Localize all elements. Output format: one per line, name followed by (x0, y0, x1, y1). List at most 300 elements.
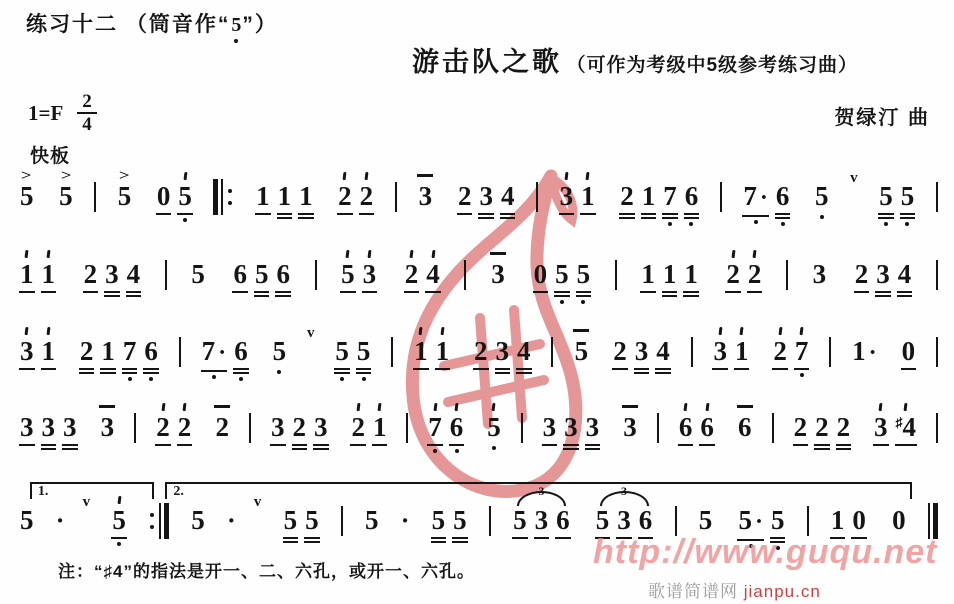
note (827, 490, 849, 539)
note-digit: 5 (487, 412, 501, 442)
underline-beam (356, 368, 372, 370)
underline-beam (897, 291, 913, 293)
note-group (539, 397, 604, 450)
note-digit: 1 (662, 259, 677, 289)
note-marks (214, 397, 230, 413)
underline-beam (427, 444, 443, 446)
note-marks (897, 244, 913, 260)
breath-mark: v (850, 170, 858, 186)
note-digit: 4 (656, 336, 670, 366)
high-octave-dot (731, 250, 735, 258)
note-marks (576, 244, 592, 260)
underline-beam (350, 444, 366, 446)
note (230, 321, 252, 381)
note-group (280, 490, 323, 543)
barline (807, 506, 809, 536)
note (894, 244, 916, 297)
key-label: 1=F (28, 100, 64, 125)
underline-beam (122, 372, 138, 374)
note-marks (337, 166, 353, 182)
note-marks (836, 397, 852, 413)
underline-beam (641, 217, 657, 219)
high-octave-dot (492, 403, 496, 411)
note-marks (452, 490, 468, 506)
underline-beam (516, 372, 532, 374)
note (513, 321, 535, 374)
barline (691, 337, 693, 367)
high-octave-dot (800, 327, 804, 335)
note (680, 244, 702, 297)
note-digit: 7 · (743, 181, 768, 211)
note-group (570, 321, 592, 367)
note-marks (895, 397, 918, 413)
note (123, 244, 145, 297)
note-marks (814, 166, 830, 182)
underline-beam (62, 448, 78, 450)
note-marks (190, 244, 206, 260)
underline-beam (334, 368, 350, 370)
underline-beam (555, 537, 571, 539)
low-octave-dot (340, 377, 344, 381)
note-digit: 7 (122, 336, 137, 366)
note (492, 321, 514, 374)
note-group (410, 321, 453, 370)
note-group (269, 321, 291, 374)
note (331, 321, 353, 381)
low-octave-dot (492, 446, 496, 450)
note-marks (555, 490, 571, 506)
underline-beam (233, 368, 249, 370)
note-digit: 5 (341, 259, 355, 289)
repeat-start-barline (213, 179, 234, 215)
note-marks (772, 321, 788, 337)
note (449, 490, 471, 543)
underline-beam (793, 444, 809, 446)
low-octave-dot (212, 375, 216, 379)
note-digit: 0 (892, 505, 906, 535)
high-octave-dot (718, 327, 722, 335)
note-digit: 5 (356, 336, 371, 366)
triplet-group (592, 484, 657, 539)
note-digit: 2 (747, 259, 762, 289)
note-marks (427, 397, 443, 413)
note-group (16, 321, 59, 370)
note-digit: 3 (479, 181, 493, 211)
high-octave-dot (904, 403, 908, 411)
note-group (80, 244, 145, 297)
underline-beam (233, 372, 249, 374)
underline-beam (340, 291, 356, 293)
barline (829, 337, 831, 367)
note-marks (873, 397, 889, 413)
note-group (809, 244, 831, 290)
note-digit: 1 (830, 505, 845, 535)
underline-beam (313, 448, 329, 450)
note-marks (201, 321, 228, 337)
underline-beam (814, 448, 830, 450)
underline-beam (662, 213, 678, 215)
note (301, 490, 323, 543)
low-octave-dot (128, 377, 132, 381)
note (38, 397, 60, 450)
low-octave-dot (149, 377, 153, 381)
note-digit: 5 (335, 336, 349, 366)
underline-beam (283, 541, 299, 543)
note (675, 397, 697, 446)
note-marks (19, 244, 35, 260)
note-group (637, 244, 702, 297)
note-group (848, 321, 881, 369)
note (140, 321, 162, 381)
high-octave-dot (740, 327, 744, 335)
note-marks (595, 490, 611, 506)
underline-beam (725, 291, 741, 293)
note-group (734, 397, 756, 443)
note (744, 244, 766, 293)
low-octave-dot (820, 215, 824, 219)
underline-beam (678, 444, 694, 446)
note-group (16, 166, 38, 212)
note-group (616, 166, 702, 226)
note-group (609, 321, 674, 374)
note-group (337, 244, 380, 293)
underline-beam (177, 444, 193, 446)
note-marks (177, 397, 193, 413)
augmentation-dot: · (226, 506, 236, 535)
note-digit: 3 (812, 259, 827, 289)
note-marks (516, 321, 532, 337)
low-octave-dot (239, 377, 243, 381)
note-group (619, 397, 641, 443)
note (16, 244, 38, 293)
thick-bar (164, 503, 169, 539)
barline (786, 260, 788, 290)
note (16, 490, 38, 536)
note-digit: 2 (79, 336, 94, 366)
note-digit: 2 (83, 259, 98, 289)
note-group (198, 321, 252, 381)
augmentation-dot: · (400, 506, 410, 535)
underline-beam (304, 541, 320, 543)
barline (936, 260, 938, 290)
underline-beam (576, 291, 592, 293)
note-digit: 5 (191, 259, 205, 289)
underline-beam (500, 217, 516, 219)
underline-beam (111, 537, 127, 539)
underline-beam (516, 368, 532, 370)
high-octave-dot (25, 327, 29, 335)
breath-mark: v (306, 325, 315, 341)
underline-beam (104, 295, 120, 297)
underline-beam (775, 213, 791, 215)
note-digit: 1 (277, 181, 292, 211)
note-digit: 2 (474, 336, 488, 366)
note-marks (122, 321, 138, 337)
high-octave-dot (364, 172, 368, 180)
underline-beam (41, 368, 57, 370)
note-marks (100, 321, 116, 337)
note (108, 490, 130, 546)
note (772, 166, 794, 226)
note-digit: 1 (435, 336, 450, 366)
high-octave-dot (161, 403, 165, 411)
note (424, 397, 446, 453)
note-digit: 2 (156, 412, 170, 442)
note-digit: 2 (338, 181, 352, 211)
high-octave-dot (419, 327, 423, 335)
underline-beam (100, 372, 116, 374)
note-digit: 5 (283, 505, 298, 535)
note-marks (793, 397, 809, 413)
note-group (114, 166, 136, 212)
note-marks (619, 166, 635, 182)
note-digit: 3 (20, 336, 34, 366)
note (870, 397, 892, 446)
underline-beam (878, 217, 894, 219)
barline (720, 182, 722, 212)
note-digit: 1 · (852, 336, 877, 366)
note-group (851, 244, 916, 297)
note-group (556, 166, 599, 215)
note-digit: 7 · (201, 336, 227, 366)
overline-mark (417, 174, 433, 177)
note (638, 166, 660, 219)
note (851, 244, 873, 293)
note-digit: 1 (101, 336, 115, 366)
note-digit: 3 (585, 412, 600, 442)
note-marks (662, 166, 678, 182)
underline-beam (900, 217, 916, 219)
note-group (827, 490, 870, 539)
note-marks (156, 166, 172, 182)
underline-beam (143, 372, 159, 374)
note-marks (404, 244, 420, 260)
note-digit: 5 (900, 181, 915, 211)
note-digit: 3 (100, 412, 115, 442)
underline-beam (619, 213, 635, 215)
note-digit: 5 (305, 505, 319, 535)
triplet-group (509, 484, 574, 539)
underline-beam (449, 444, 465, 446)
note-marks (275, 244, 291, 260)
underline-beam (895, 444, 918, 446)
note-group (769, 321, 812, 377)
note-marks (554, 244, 570, 260)
note-group (709, 321, 752, 370)
note (55, 166, 77, 212)
note (709, 321, 731, 370)
note-marks (372, 397, 388, 413)
note-digit: 2 (854, 259, 869, 289)
note (497, 166, 519, 219)
underline-beam (104, 291, 120, 293)
note (487, 244, 509, 290)
note-digit: 1 (581, 181, 595, 211)
note (361, 490, 383, 536)
underline-beam (431, 537, 447, 539)
note-marks (19, 166, 35, 182)
underline-beam (41, 444, 57, 446)
underline-beam (734, 368, 750, 370)
note (833, 397, 855, 450)
barline (406, 413, 408, 443)
note-digit: 2 (457, 181, 472, 211)
note (560, 397, 582, 450)
note-group (870, 397, 920, 446)
low-octave-dot (455, 449, 459, 453)
low-octave-dot (183, 218, 187, 222)
site-name: 歌谱简谱网 (648, 582, 738, 601)
underline-beam (512, 537, 528, 539)
note-marks (573, 321, 589, 337)
note-group (347, 397, 390, 446)
underline-beam (747, 291, 763, 293)
note (414, 166, 436, 212)
overline-mark (214, 405, 230, 408)
underline-beam (431, 541, 447, 543)
note-group (16, 244, 59, 293)
note (334, 166, 356, 215)
underline-beam (100, 368, 116, 370)
note-digit: 2 (404, 259, 419, 289)
note-marks (490, 244, 506, 260)
note-digit: 5 (431, 505, 446, 535)
underline-beam (634, 368, 650, 370)
note-marks (155, 397, 171, 413)
underline-beam (563, 448, 579, 450)
barline (657, 413, 659, 443)
note-digit: 3 (542, 412, 557, 442)
high-octave-dot (183, 172, 187, 180)
low-octave-dot (754, 220, 758, 224)
note-digit: 3 (362, 259, 377, 289)
note (174, 166, 196, 222)
underline-beam (270, 444, 286, 446)
note-marks (350, 397, 366, 413)
note-marks (417, 166, 433, 182)
note (153, 166, 175, 215)
note-digit: 6 (638, 505, 653, 535)
score-line (16, 166, 938, 228)
underline-beam (554, 295, 570, 297)
low-octave-dot (433, 449, 437, 453)
note-digit: 6 (144, 336, 158, 366)
thin-bar (221, 179, 223, 215)
underline-beam (897, 295, 913, 297)
note-digit: 6 (684, 181, 699, 211)
underline-beam (201, 370, 228, 372)
note-group (875, 166, 918, 226)
underline-beam (425, 291, 441, 293)
underline-beam (559, 213, 575, 215)
barline (615, 260, 617, 290)
fingering-note: 注：“♯4”的指法是开一、二、六孔，或开一、六孔。 (58, 562, 475, 581)
note-digit: 7 (428, 412, 442, 442)
thick-bar (213, 179, 218, 215)
note-marks (111, 490, 127, 506)
note (556, 166, 578, 215)
note (229, 244, 251, 293)
note (251, 244, 273, 297)
note (552, 490, 574, 539)
high-octave-dot (46, 327, 50, 335)
note-marks (612, 321, 628, 337)
note-digit: 5 (59, 181, 73, 211)
note (369, 397, 391, 446)
underline-beam (337, 213, 353, 215)
note (577, 166, 599, 215)
underline-beam (304, 537, 320, 539)
underline-beam (875, 291, 891, 293)
note-marks (725, 244, 741, 260)
note (739, 166, 772, 224)
barline (165, 260, 167, 290)
note-marks (854, 244, 870, 260)
note (811, 397, 833, 450)
augmentation-dot: · (868, 340, 877, 366)
underline-beam (452, 541, 468, 543)
overline-mark (737, 405, 753, 408)
note-group (187, 244, 209, 290)
underline-beam (126, 295, 142, 297)
note-digit: 3 (617, 505, 631, 535)
note (272, 244, 294, 297)
underline-beam (772, 368, 788, 370)
note-digit: 5 (576, 259, 591, 289)
note-marks (283, 490, 299, 506)
underline-beam (585, 444, 601, 446)
note-marks (699, 397, 715, 413)
note-marks (533, 244, 549, 260)
high-octave-dot (455, 403, 459, 411)
note (76, 321, 98, 374)
note-marks (99, 397, 115, 413)
note-marks (698, 490, 714, 506)
note (659, 166, 681, 226)
underline-beam (413, 368, 429, 370)
note-marks (359, 166, 375, 182)
underline-beam (836, 448, 852, 450)
low-octave-dot (117, 542, 121, 546)
note (252, 166, 274, 215)
high-octave-dot (25, 250, 29, 258)
underline-beam (126, 291, 142, 293)
note (551, 244, 573, 304)
volta-bracket (30, 482, 154, 499)
underline-beam (83, 291, 99, 293)
underline-beam (283, 537, 299, 539)
note-digit: 3 (41, 412, 55, 442)
underline-beam (19, 444, 35, 446)
barline (551, 337, 553, 367)
note (211, 397, 233, 443)
note-marks (734, 321, 750, 337)
note-digit: 3 (559, 181, 574, 211)
note-digit: 5 (595, 505, 610, 535)
note-digit: 6 (738, 412, 752, 442)
low-octave-dot (362, 377, 366, 381)
meter-denominator: 4 (77, 112, 97, 134)
note-group (361, 490, 383, 536)
note (274, 166, 296, 219)
note-marks (425, 244, 441, 260)
note-group (898, 321, 920, 370)
note (454, 166, 476, 215)
underline-beam (534, 537, 550, 539)
high-octave-dot (356, 403, 360, 411)
underline-beam (655, 368, 671, 370)
note-digit: 3 (314, 412, 328, 442)
